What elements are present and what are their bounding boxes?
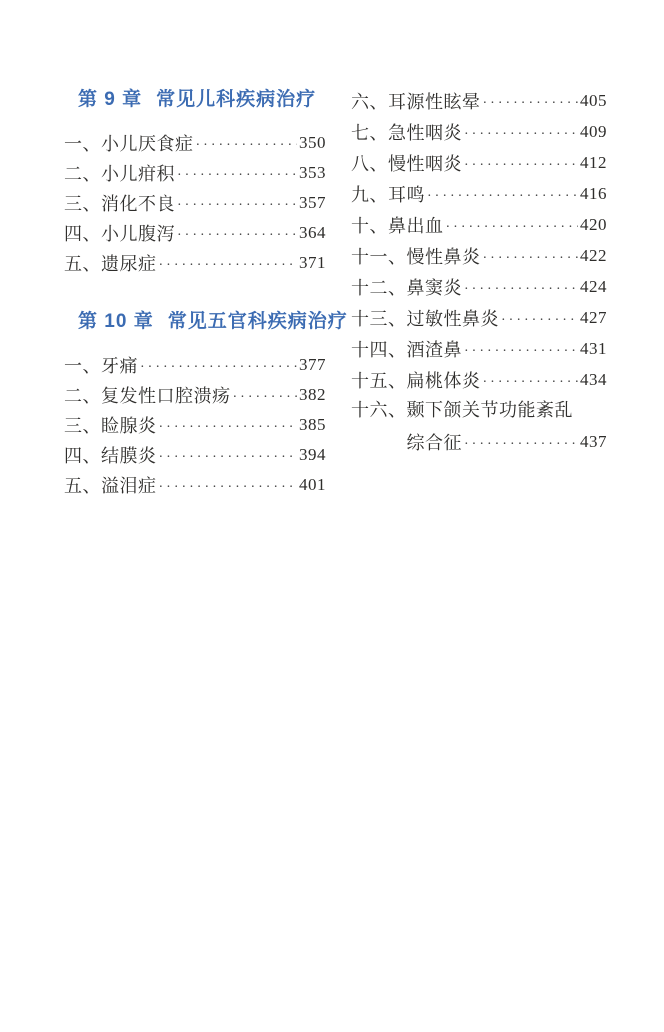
toc-entry [351, 85, 607, 116]
toc-entry-wrap-line [407, 426, 608, 457]
chapter-9-title: 常见儿科疾病治疗 [156, 89, 317, 110]
toc-entry-page: 422 [580, 245, 607, 265]
toc-entry-number: 十六、 [351, 400, 407, 420]
toc-entry-body [407, 395, 608, 457]
toc-entry-title: 消化不良 [101, 194, 175, 214]
dot-leader [464, 433, 578, 451]
toc-entry-number: 九、 [351, 184, 388, 205]
toc-entry-page: 431 [580, 338, 607, 358]
chapter-9-label: 第 9 章 [78, 89, 143, 110]
dot-leader [159, 476, 298, 494]
toc-entry [351, 302, 607, 333]
toc-entry-number: 五、 [64, 254, 101, 274]
toc-entry-title: 睑腺炎 [101, 416, 157, 436]
toc-entry-number: 三、 [64, 416, 101, 436]
dot-leader [483, 247, 579, 265]
toc-entry-title: 耳鸣 [388, 184, 425, 205]
toc-entry [64, 158, 326, 188]
toc-entry-title: 扁桃体炎 [406, 370, 481, 391]
toc-entry-page: 394 [299, 445, 326, 464]
toc-entry-page: 377 [299, 355, 326, 374]
toc-entry-title: 慢性咽炎 [388, 153, 462, 174]
toc-entry-page: 353 [299, 163, 326, 182]
toc-entry [351, 364, 607, 395]
toc-entry-title: 过敏性鼻炎 [406, 308, 499, 329]
toc-entry-page: 427 [580, 307, 607, 327]
toc-entry-page: 350 [299, 133, 326, 152]
toc-entry-page: 364 [299, 223, 326, 242]
chapter-10-title: 常见五官科疾病治疗 [167, 311, 348, 332]
toc-entry-title: 慢性鼻炎 [406, 246, 481, 267]
toc-entry-number: 二、 [64, 164, 101, 184]
dot-leader [159, 254, 298, 272]
toc-entry-title: 小儿疳积 [101, 164, 175, 184]
dot-leader [177, 194, 297, 212]
dot-leader [177, 224, 297, 242]
toc-entry-number: 十五、 [351, 370, 407, 391]
toc-entry-page: 357 [299, 193, 326, 212]
toc-entry-title: 颞下颌关节功能紊乱 [406, 400, 573, 420]
toc-entry-number: 一、 [64, 134, 101, 154]
toc-entry-title: 耳源性眩晕 [388, 91, 481, 112]
chapter-10-entries-continued [351, 85, 607, 457]
dot-leader [159, 416, 298, 434]
toc-entry-number: 十二、 [351, 277, 407, 298]
toc-entry-page: 420 [580, 214, 607, 234]
toc-entry-number: 八、 [351, 153, 388, 174]
toc-entry-title: 小儿厌食症 [101, 134, 194, 154]
toc-entry-page: 382 [299, 385, 326, 404]
dot-leader [233, 386, 298, 404]
toc-entry [64, 410, 326, 440]
chapter-9-heading [64, 88, 326, 112]
toc-entry [64, 350, 326, 380]
toc-entry [351, 240, 607, 271]
dot-leader [196, 134, 298, 152]
dot-leader [483, 371, 579, 389]
toc-entry [351, 147, 607, 178]
toc-entry [351, 333, 607, 364]
toc-entry [64, 188, 326, 218]
toc-entry-number: 十四、 [351, 339, 407, 360]
toc-entry-number: 十三、 [351, 308, 407, 329]
toc-entry-number: 四、 [64, 224, 101, 244]
toc-entry-title: 复发性口腔溃疡 [101, 386, 231, 406]
dot-leader [427, 185, 578, 203]
dot-leader [483, 92, 579, 110]
toc-entry-title: 小儿腹泻 [101, 224, 175, 244]
dot-leader [140, 356, 297, 374]
toc-entry [351, 395, 607, 457]
chapter-9-entries [64, 128, 326, 278]
chapter-10-heading [64, 310, 348, 334]
toc-entry-page: 371 [299, 253, 326, 272]
toc-entry-page: 412 [580, 152, 607, 172]
toc-entry-title: 遗尿症 [101, 254, 157, 274]
toc-entry-page: 424 [580, 276, 607, 296]
toc-entry-page: 416 [580, 183, 607, 203]
toc-entry [64, 470, 326, 500]
toc-entry-page: 409 [580, 121, 607, 141]
toc-entry-number: 五、 [64, 476, 101, 496]
dot-leader [464, 278, 578, 296]
toc-entry-page: 401 [299, 475, 326, 494]
dot-leader [464, 340, 578, 358]
toc-entry-page: 434 [580, 369, 607, 389]
toc-entry-number: 十、 [351, 215, 388, 236]
toc-entry [64, 218, 326, 248]
toc-entry [64, 248, 326, 278]
toc-left-column [64, 88, 348, 500]
toc-entry-title-continued: 综合征 [406, 432, 462, 453]
toc-entry-number: 一、 [64, 356, 101, 376]
dot-leader [464, 154, 578, 172]
dot-leader [159, 446, 298, 464]
toc-entry-page: 437 [580, 431, 607, 451]
toc-entry-number: 六、 [351, 91, 388, 112]
toc-entry [64, 380, 326, 410]
toc-entry [64, 128, 326, 158]
dot-leader [446, 216, 579, 234]
toc-entry [351, 209, 607, 240]
toc-entry [351, 271, 607, 302]
dot-leader [464, 123, 578, 141]
toc-entry-title: 急性咽炎 [388, 122, 462, 143]
toc-entry-title: 溢泪症 [101, 476, 157, 496]
toc-entry-number: 十一、 [351, 246, 407, 267]
toc-entry-title: 牙痛 [101, 356, 138, 376]
toc-entry-number: 四、 [64, 446, 101, 466]
toc-entry-title: 酒渣鼻 [406, 339, 462, 360]
toc-entry-title: 鼻窦炎 [406, 277, 462, 298]
toc-entry [64, 440, 326, 470]
toc-entry-title: 鼻出血 [388, 215, 444, 236]
chapter-10-label: 第 10 章 [78, 311, 154, 332]
dot-leader [177, 164, 297, 182]
toc-entry-number: 三、 [64, 194, 101, 214]
chapter-10-entries [64, 350, 326, 500]
toc-entry-page: 405 [580, 90, 607, 110]
toc-entry-title: 结膜炎 [101, 446, 157, 466]
toc-entry-page: 385 [299, 415, 326, 434]
toc-entry [351, 116, 607, 147]
toc-right-column [351, 85, 607, 457]
toc-entry [351, 178, 607, 209]
toc-entry-number: 七、 [351, 122, 388, 143]
dot-leader [501, 309, 578, 327]
toc-entry-number: 二、 [64, 386, 101, 406]
